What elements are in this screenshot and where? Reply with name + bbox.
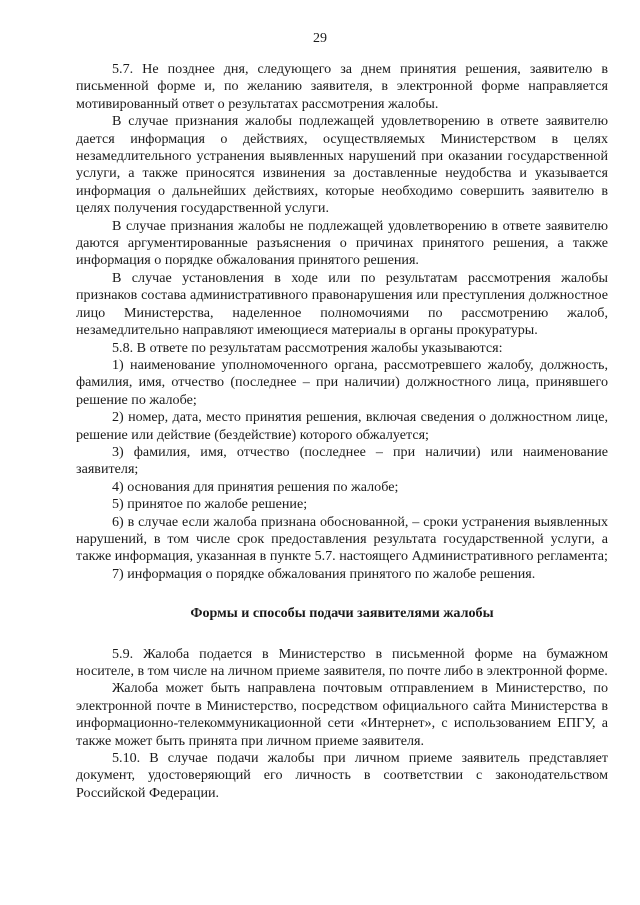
page-number: 29	[313, 31, 327, 46]
paragraph: В случае признания жалобы не подлежащей удовлетворению в ответе заявителю даются аргументированные разъяснения о причинах принятого решения, а также информация о порядке обжалования принятого решения.	[76, 217, 608, 269]
paragraph: 5.8. В ответе по результатам рассмотрения жалобы указываются:	[112, 339, 503, 356]
list-item: 2) номер, дата, место принятия решения, включая сведения о должностном лице, решение или действие (бездействие) которого обжалуется;	[76, 409, 608, 443]
paragraph: 5.7. Не позднее дня, следующего за днем принятия решения, заявителю в письменной форме и, по желанию заявителя, в электронной форме направляется мотивированный ответ о результатах рассмотрения жалобы.	[76, 61, 608, 112]
paragraph: В случае признания жалобы подлежащей удовлетворению в ответе заявителю дается информация о действиях, осуществляемых Министерством в целях незамедлительного устранения выявленных нарушений при оказании государственной услуги, а также приносятся извинения за доставленные неудобства и указывается информация о дальнейших действиях, которые необходимо совершить заявителю в целях получения государственной услуги.	[76, 113, 608, 217]
paragraph: 5.10. В случае подачи жалобы при личном приеме заявитель представляет документ, удостоверяющий его личность в соответствии с законодательством Российской Федерации.	[76, 750, 608, 801]
list-item: 4) основания для принятия решения по жалобе;	[112, 478, 399, 495]
document-body	[76, 61, 608, 802]
list-item: 5) принятое по жалобе решение;	[112, 496, 308, 513]
list-item: 7) информация о порядке обжалования принятого по жалобе решения.	[112, 565, 536, 582]
paragraph: 5.9. Жалоба подается в Министерство в письменной форме на бумажном носителе, в том числе на личном приеме заявителя, по почте либо в электронной форме.	[76, 645, 608, 679]
section-heading: Формы и способы подачи заявителями жалобы	[190, 605, 494, 622]
paragraph: Жалоба может быть направлена почтовым отправлением в Министерство, по электронной почте в Министерство, посредством официального сайта Министерства в информационно-телекоммуникационной сети «Интернет», с использованием ЕПГУ, а также может быть принята при личном приеме заявителя.	[76, 680, 608, 749]
list-item: 1) наименование уполномоченного органа, рассмотревшего жалобу, должность, фамилия, имя, отчество (последнее – при наличии) должностного лица, принявшего решение по жалобе;	[76, 356, 608, 408]
list-item: 6) в случае если жалоба признана обоснованной, – сроки устранения выявленных нарушений, в том числе срок предоставления результата государственной услуги, а также информация, указанная в пункте 5.7. настоящего Административного регламента;	[76, 513, 608, 565]
list-item: 3) фамилия, имя, отчество (последнее – при наличии) или наименование заявителя;	[76, 443, 608, 478]
paragraph: В случае установления в ходе или по результатам рассмотрения жалобы признаков состава административного правонарушения или преступления должностное лицо Министерства, наделенное полномочиями по рассмотрению жалоб, незамедлительно направляют имеющиеся материалы в органы прокуратуры.	[76, 269, 608, 339]
